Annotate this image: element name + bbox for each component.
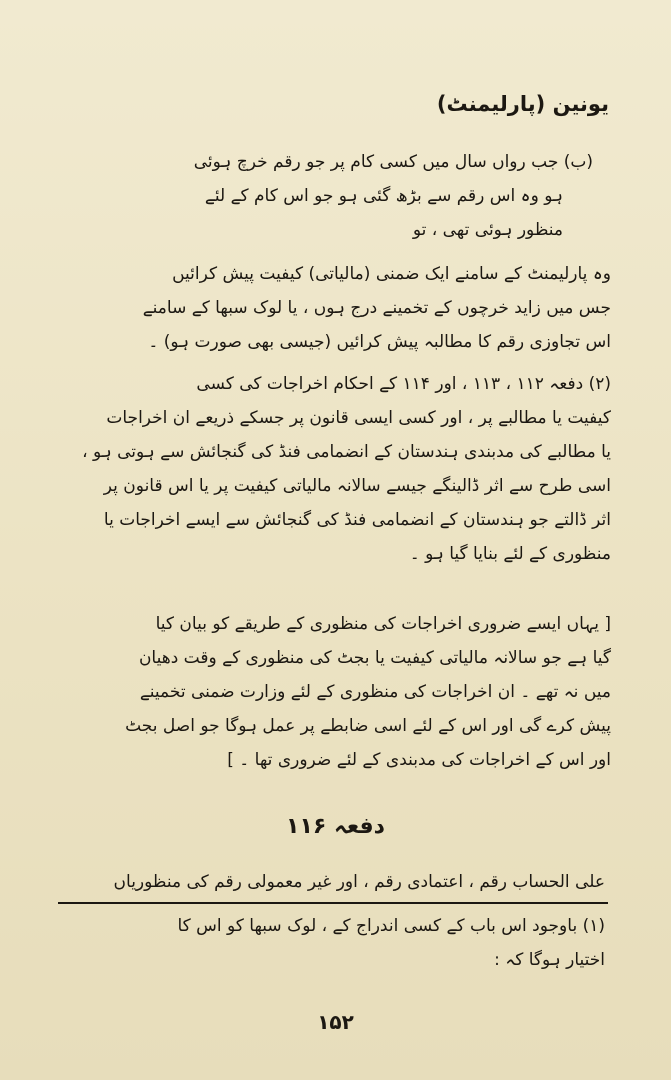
para-statement-line-1: وہ پارلیمنٹ کے سامنے ایک ضمنی (مالیاتی) کیفیت پیش کرائیں xyxy=(172,264,611,284)
page-number: ۱۵۲ xyxy=(317,1010,354,1034)
para-statement-line-3: اس تجاوزی رقم کا مطالبہ پیش کرائیں (جیسی بھی صورت ہو) ۔ xyxy=(148,332,611,352)
clause-2-line-1: (۲) دفعہ ۱۱۲ ، ۱۱۳ ، اور ۱۱۴ کے احکام اخراجات کی کسی xyxy=(196,374,611,394)
commentary-line-2: گیا ہے جو سالانہ مالیاتی کیفیت یا بجٹ کی منظوری کے وقت دھیان xyxy=(138,648,611,668)
clause-2-line-3: یا مطالبے کی مدبندی ہندستان کے انضمامی فنڈ کی گنجائش سے ہوتی ہو ، xyxy=(82,442,611,462)
clause-2-line-4: اسی طرح سے اثر ڈالینگے جیسے سالانہ مالیاتی کیفیت پر یا اس قانون پر xyxy=(103,476,611,496)
section-title: دفعہ ۱۱۶ xyxy=(286,814,385,839)
para-b-line-3: منظور ہوئی تھی ، تو xyxy=(412,220,563,240)
commentary-line-5: اور اس کے اخراجات کی مدبندی کے لئے ضروری تھا ۔ ] xyxy=(227,750,611,770)
section-clause-1-line-1: (۱) باوجود اس باب کے کسی اندراج کے ، لوک سبھا کو اس کا xyxy=(177,916,605,936)
para-b-line-2: ہو وہ اس رقم سے بڑھ گئی ہو جو اس کام کے لئے xyxy=(204,186,563,206)
clause-2-line-2: کیفیت یا مطالبے پر ، اور کسی ایسی قانون پر جسکے ذریعے ان اخراجات xyxy=(106,408,611,428)
para-b-line-1: (ب) جب رواں سال میں کسی کام پر جو رقم خرچ ہوئی xyxy=(193,152,593,172)
commentary-line-1: [ یہاں ایسے ضروری اخراجات کی منظوری کے طریقے کو بیان کیا xyxy=(155,614,611,634)
section-subheading: علی الحساب رقم ، اعتمادی رقم ، اور غیر معمولی رقم کی منظوریاں xyxy=(113,872,605,892)
running-header: یونین (پارلیمنٹ) xyxy=(436,92,609,116)
subheading-rule xyxy=(58,902,608,904)
commentary-line-3: میں نہ تھے ۔ ان اخراجات کی منظوری کے لئے وزارت ضمنی تخمینے xyxy=(139,682,611,702)
clause-2-line-5: اثر ڈالتے جو ہندستان کے انضمامی فنڈ کی گنجائش سے ایسے اخراجات یا xyxy=(103,510,611,530)
clause-2-line-6: منظوری کے لئے بنایا گیا ہو ۔ xyxy=(409,544,611,564)
commentary-line-4: پیش کرے گی اور اس کے لئے اسی ضابطے پر عمل ہوگا جو اصل بجٹ xyxy=(125,716,611,736)
section-clause-1-line-2: اختیار ہوگا کہ : xyxy=(494,950,605,970)
para-statement-line-2: جس میں زاید خرچوں کے تخمینے درج ہوں ، یا لوک سبھا کے سامنے xyxy=(142,298,611,318)
